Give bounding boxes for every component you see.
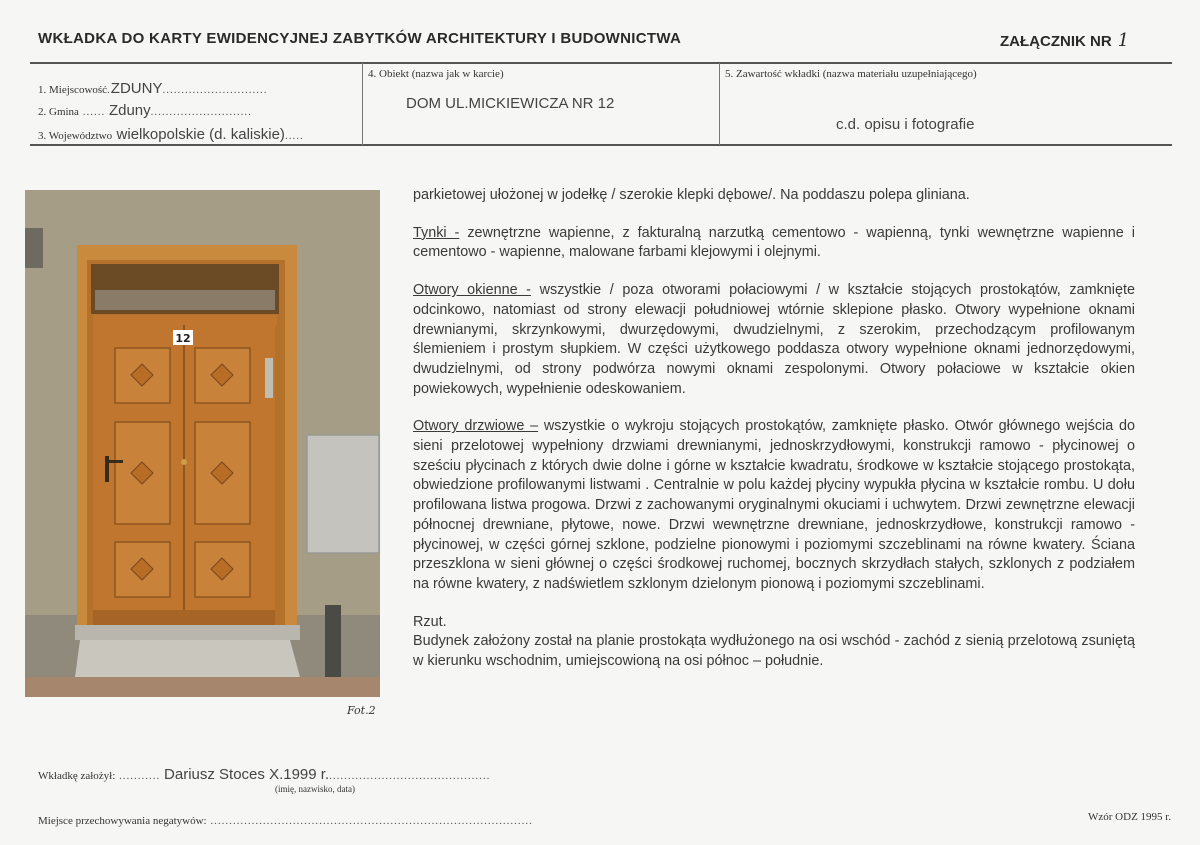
heading-otwory-drzwiowe: Otwory drzwiowe – [413,418,539,435]
paragraph-tynki [413,224,1135,263]
field-wojewodztwo-value: wielkopolskie (d. kaliskie) [116,126,285,143]
door-photo-illustration [25,190,380,697]
fields-bottom-rule [30,144,1172,146]
text-tynki: zewnętrzne wapienne, z fakturalną narzutką cementowo - wapienną, tynki wewnętrzne wapienne i cementowo - wapienne, malowane farbami klejowymi i olejnymi. [413,224,1135,261]
column-divider-1 [362,63,363,145]
field-gmina-label: 2. Gmina [38,106,79,118]
paragraph-otwory-okienne [413,281,1135,399]
paragraph-posadzki: parkietowej ułożonej w jodełkę / szerokie klepki dębowe/. Na poddaszu polepa gliniana. [413,187,970,203]
field-obiekt-label: 4. Obiekt (nazwa jak w karcie) [368,68,504,80]
column-divider-2 [719,63,720,145]
annex-label [1000,30,1129,51]
paragraph-rzut [413,613,1135,672]
form-code: Wzór ODZ 1995 r. [1088,811,1172,823]
author-hint: (imię, nazwisko, data) [275,784,355,794]
field-gmina: 2. Gmina ...... Zduny........................... [38,102,252,119]
form-title: WKŁADKA DO KARTY EWIDENCYJNEJ ZABYTKÓW ARCHITEKTURY I BUDOWNICTWA [38,30,682,47]
negatives-field: Miejsce przechowywania negatywów: ...................................................................................... [38,815,533,827]
annex-label-text: ZAŁĄCZNIK NR [1000,33,1112,50]
author-value: Dariusz Stoces X.1999 r. [164,766,330,783]
author-label: Wkładkę założył: [38,770,116,782]
text-rzut: Budynek założony został na planie prostokąta wydłużonego na osi wschód - zachód z sienią przelotową zsuniętą w kierunku wschodnim, umiejscowioną na osi północ – południe. [413,633,1135,670]
text-otwory-drzwiowe: wszystkie o wykroju stojących prostokątów, zamknięte płasko. Otwór głównego wejścia do sieni przelotowej wypełniony drzwiami drewnianymi, jednoskrzydłowymi, konstrukcji ramowo - płycinowej o sześciu płycinach z których dwie dolne i górne w kształcie kwadratu, środkowe w kształcie stojącego prostokąta, obwiedzione profilowanymi listwami . Centralnie w polu każdej płyciny wypukła płycina w kształcie rombu. U dołu profilowana listwa progowa. Drzwi z zachowanymi oryginalnymi okuciami i uchwytem. Drzwi zewnętrzne elewacji północnej drewniane, płytowe, nowe. Drzwi wewnętrzne drewniane, jednoskrzydłowe, konstrukcji ramowo - płycinowej, w części górnej szklone, podzielne pionowymi i poziomymi szczeblinami na równe kwatery. Ściana przeszklona w sieni głównej o części środkowej ruchomej, bocznych skrzydłach stałych, szklonych z podziałem na równe kwatery, z nadświetlem szklonym dzielonym pionową i poziomymi szczeblinami. [413,418,1135,592]
negatives-label: Miejsce przechowywania negatywów: [38,815,207,827]
field-wojewodztwo: 3. Województwo wielkopolskie (d. kaliskie)..... [38,126,304,143]
annex-number: 1 [1117,30,1130,51]
photo-caption: Fot.2 [347,704,376,717]
description-text [413,186,1135,672]
field-zawartosc-value: c.d. opisu i fotografie [836,116,975,133]
heading-rzut: Rzut. [413,613,447,630]
top-rule [30,62,1172,64]
field-miejscowosc-label: 1. Miejscowość [38,84,108,96]
field-obiekt-value: DOM UL.MICKIEWICZA NR 12 [406,95,615,112]
field-miejscowosc-value: ZDUNY [110,80,163,97]
field-zawartosc-label: 5. Zawartość wkładki (nazwa materiału uzupełniającego) [725,68,977,80]
field-gmina-value: Zduny [108,102,151,119]
paragraph-otwory-drzwiowe [413,417,1135,594]
house-number: 12 [175,332,191,345]
heading-tynki: Tynki - [413,224,460,241]
door-photo [25,190,380,697]
field-miejscowosc: 1. Miejscowość.ZDUNY............................ [38,80,268,97]
text-otwory-okienne: wszystkie / poza otworami połaciowymi / w kształcie stojących prostokątów, zamknięte odcinkowo, natomiast od strony elewacji południowej wtórnie sklepione płasko. Otwory wypełnione oknami drewnianymi, skrzynkowymi, dwurzędowymi, dwudzielnymi, z szerokim, przechodzącym profilowanym ślemieniem i prostym słupkiem. W części użytkowego poddasza otwory wypełnione oknami jednorzędowymi, dwudzielnymi, od strony podwórza nowymi oknami zespolonymi. Otwory połaciowe w kształcie okien powiekowych, wypełnienie odeskowaniem. [413,282,1135,397]
author-field: Wkładkę założył: ........... Dariusz Stoces X.1999 r............................................ [38,766,491,783]
field-wojewodztwo-label: 3. Województwo [38,130,113,142]
heading-otwory-okienne: Otwory okienne - [413,282,531,299]
